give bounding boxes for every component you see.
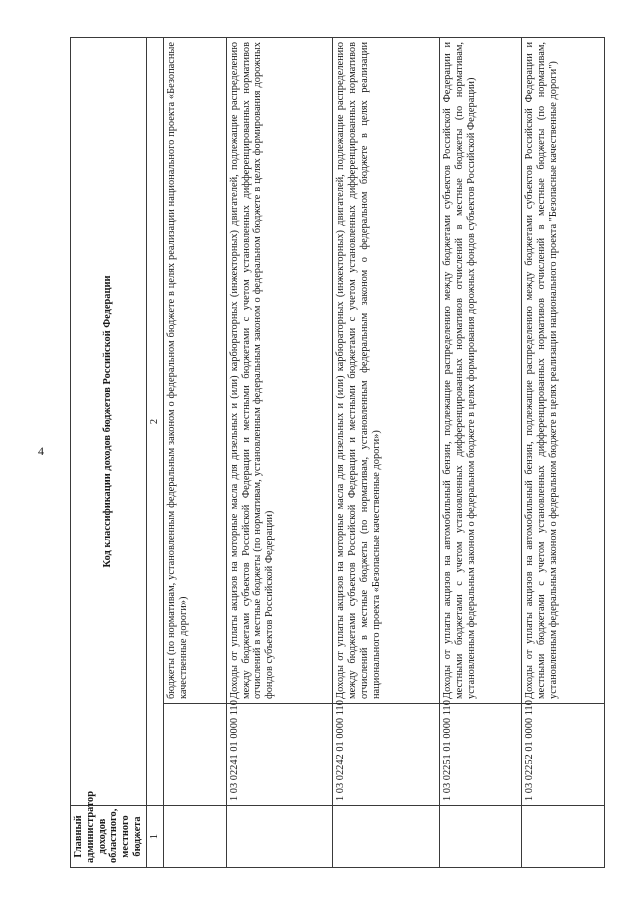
table-row [439,37,522,867]
table-header-row [71,37,147,867]
admin-cell [226,806,333,868]
admin-cell [163,806,226,868]
table-row [226,37,333,867]
header-admin: Главный администратор доходов областного, местного бюджета [71,806,147,868]
code-cell: 1 03 02251 01 0000 110 [439,704,522,806]
revenue-classification-table [70,37,605,868]
header-code-and-name: Код классификации доходов бюджетов Российской Федерации [71,37,147,805]
code-cell: 1 03 02241 01 0000 110 [226,704,333,806]
description-cell: Доходы от уплаты акцизов на моторные масла для дизельных и (или) карбюраторных (инжекторных) двигателей, подлежащие распределению между бюджетами субъектов Российской Федерации и местными бюджетами с учетом установленных дифференцированных нормативов отчислений в местные бюджеты (по нормативам, установленным федеральным законом о федеральном бюджете в целях формирования дорожных фондов субъектов Российской Федерации) [226,37,333,703]
description-cell: Доходы от уплаты акцизов на моторные масла для дизельных и (или) карбюраторных (инжекторных) двигателей, подлежащие распределению между бюджетами субъектов Российской Федерации и местными бюджетами с учетом установленных дифференцированных нормативов отчислений в местные бюджеты (по нормативам, установленным федеральным законом о федеральном бюджете в целях реализации национального проекта «Безопасные качественные дороги») [333,37,440,703]
description-cell: Доходы от уплаты акцизов на автомобильный бензин, подлежащие распределению между бюджетами субъектов Российской Федерации и местными бюджетами с учетом установленных дифференцированных нормативов отчислений в местные бюджеты (по нормативам, установленным федеральным законом о федеральном бюджете в целях реализации национального проекта "Безопасные качественные дороги") [522,37,605,703]
description-cell: бюджеты (по нормативам, установленным федеральным законом о федеральном бюджете в целях реализации национального проекта «Безопасные качественные дороги») [163,37,226,703]
column-number-row [146,37,163,867]
table-row-continuation [163,37,226,867]
page-number: 4 [38,444,44,458]
rotated-table-container [70,38,605,868]
code-cell: 1 03 02242 01 0000 110 [333,704,440,806]
description-cell: Доходы от уплаты акцизов на автомобильный бензин, подлежащие распределению между бюджетами субъектов Российской Федерации и местными бюджетами с учетом установленных дифференцированных нормативов отчислений в местные бюджеты (по нормативам, установленным федеральным законом о федеральном бюджете в целях формирования дорожных фондов субъектов Российской Федерации) [439,37,522,703]
admin-cell [333,806,440,868]
table-row [522,37,605,867]
column-number-2: 2 [146,37,163,805]
admin-cell [439,806,522,868]
code-cell: 1 03 02252 01 0000 110 [522,704,605,806]
admin-cell [522,806,605,868]
table-row [333,37,440,867]
column-number-1: 1 [146,806,163,868]
code-cell [163,704,226,806]
